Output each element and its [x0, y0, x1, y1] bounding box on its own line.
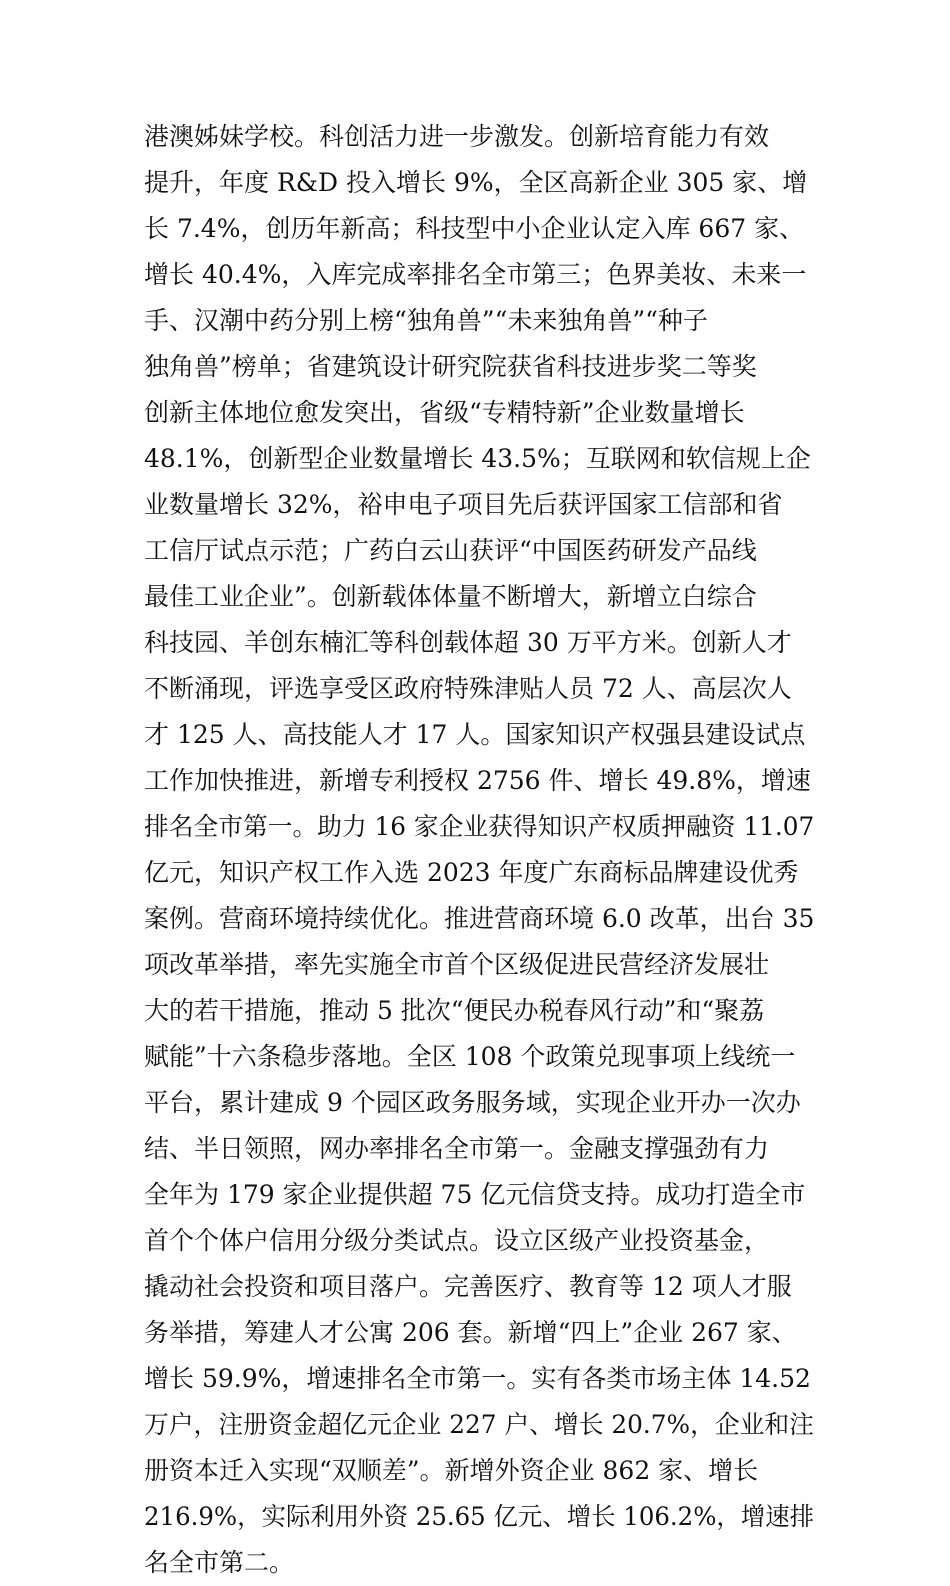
text-line: 科技园、羊创东楠汇等科创载体超 30 万平方米。创新人才: [144, 628, 792, 657]
text-line: 册资本迁入实现“双顺差”。新增外资企业 862 家、增长: [144, 1456, 759, 1485]
text-line: 工作加快推进，新增专利授权 2756 件、增长 49.8%，增速: [144, 766, 811, 795]
text-line: 赋能”十六条稳步落地。全区 108 个政策兑现事项上线统一: [144, 1042, 796, 1071]
text-line: 不断涌现，评选享受区政府特殊津贴人员 72 人、高层次人: [144, 674, 792, 703]
text-line: 才 125 人、高技能人才 17 人。国家知识产权强县建设试点: [144, 720, 806, 749]
text-line: 216.9%，实际利用外资 25.65 亿元、增长 106.2%，增速排: [144, 1502, 815, 1531]
text-line: 亿元，知识产权工作入选 2023 年度广东商标品牌建设优秀: [144, 858, 799, 887]
body-paragraph: [144, 114, 814, 1586]
text-line: 工信厅试点示范；广药白云山获评“中国医药研发产品线: [144, 536, 757, 565]
text-line: 首个个体户信用分级分类试点。设立区级产业投资基金，: [144, 1226, 770, 1255]
text-line: 增长 59.9%，增速排名全市第一。实有各类市场主体 14.52: [144, 1364, 811, 1393]
text-line: 务举措，筹建人才公寓 206 套。新增“四上”企业 267 家、: [144, 1318, 797, 1347]
text-line: 最佳工业企业”。创新载体体量不断增大，新增立白综合: [144, 582, 757, 611]
text-line: 长 7.4%，创历年新高；科技型中小企业认定入库 667 家、: [144, 214, 805, 243]
text-line: 结、半日领照，网办率排名全市第一。金融支撑强劲有力: [144, 1134, 770, 1163]
text-line: 全年为 179 家企业提供超 75 亿元信贷支持。成功打造全市: [144, 1180, 806, 1209]
text-line: 48.1%，创新型企业数量增长 43.5%；互联网和软信规上企: [144, 444, 811, 473]
text-line: 案例。营商环境持续优化。推进营商环境 6.0 改革，出台 35: [144, 904, 815, 933]
text-line: 独角兽”榜单；省建筑设计研究院获省科技进步奖二等奖: [144, 352, 757, 381]
text-line: 增长 40.4%，入库完成率排名全市第三；色界美妆、未来一: [144, 260, 807, 289]
text-line: 港澳姊妹学校。科创活力进一步激发。创新培育能力有效: [144, 122, 770, 151]
text-line: 名全市第二。: [144, 1548, 295, 1577]
text-line: 万户，注册资金超亿元企业 227 户、增长 20.7%，企业和注: [144, 1410, 814, 1439]
text-line: 手、汉潮中药分别上榜“独角兽”“未来独角兽”“种子: [144, 306, 708, 335]
text-line: 创新主体地位愈发突出，省级“专精特新”企业数量增长: [144, 398, 745, 427]
text-line: 排名全市第一。助力 16 家企业获得知识产权质押融资 11.07: [144, 812, 815, 841]
text-line: 提升，年度 R&D 投入增长 9%，全区高新企业 305 家、增: [144, 168, 808, 197]
text-line: 业数量增长 32%，裕申电子项目先后获评国家工信部和省: [144, 490, 783, 519]
text-line: 撬动社会投资和项目落户。完善医疗、教育等 12 项人才服: [144, 1272, 792, 1301]
text-line: 大的若干措施，推动 5 批次“便民办税春风行动”和“聚荔: [144, 996, 765, 1025]
text-line: 项改革举措，率先实施全市首个区级促进民营经济发展壮: [144, 950, 770, 979]
text-line: 平台，累计建成 9 个园区政务服务域，实现企业开办一次办: [144, 1088, 801, 1117]
